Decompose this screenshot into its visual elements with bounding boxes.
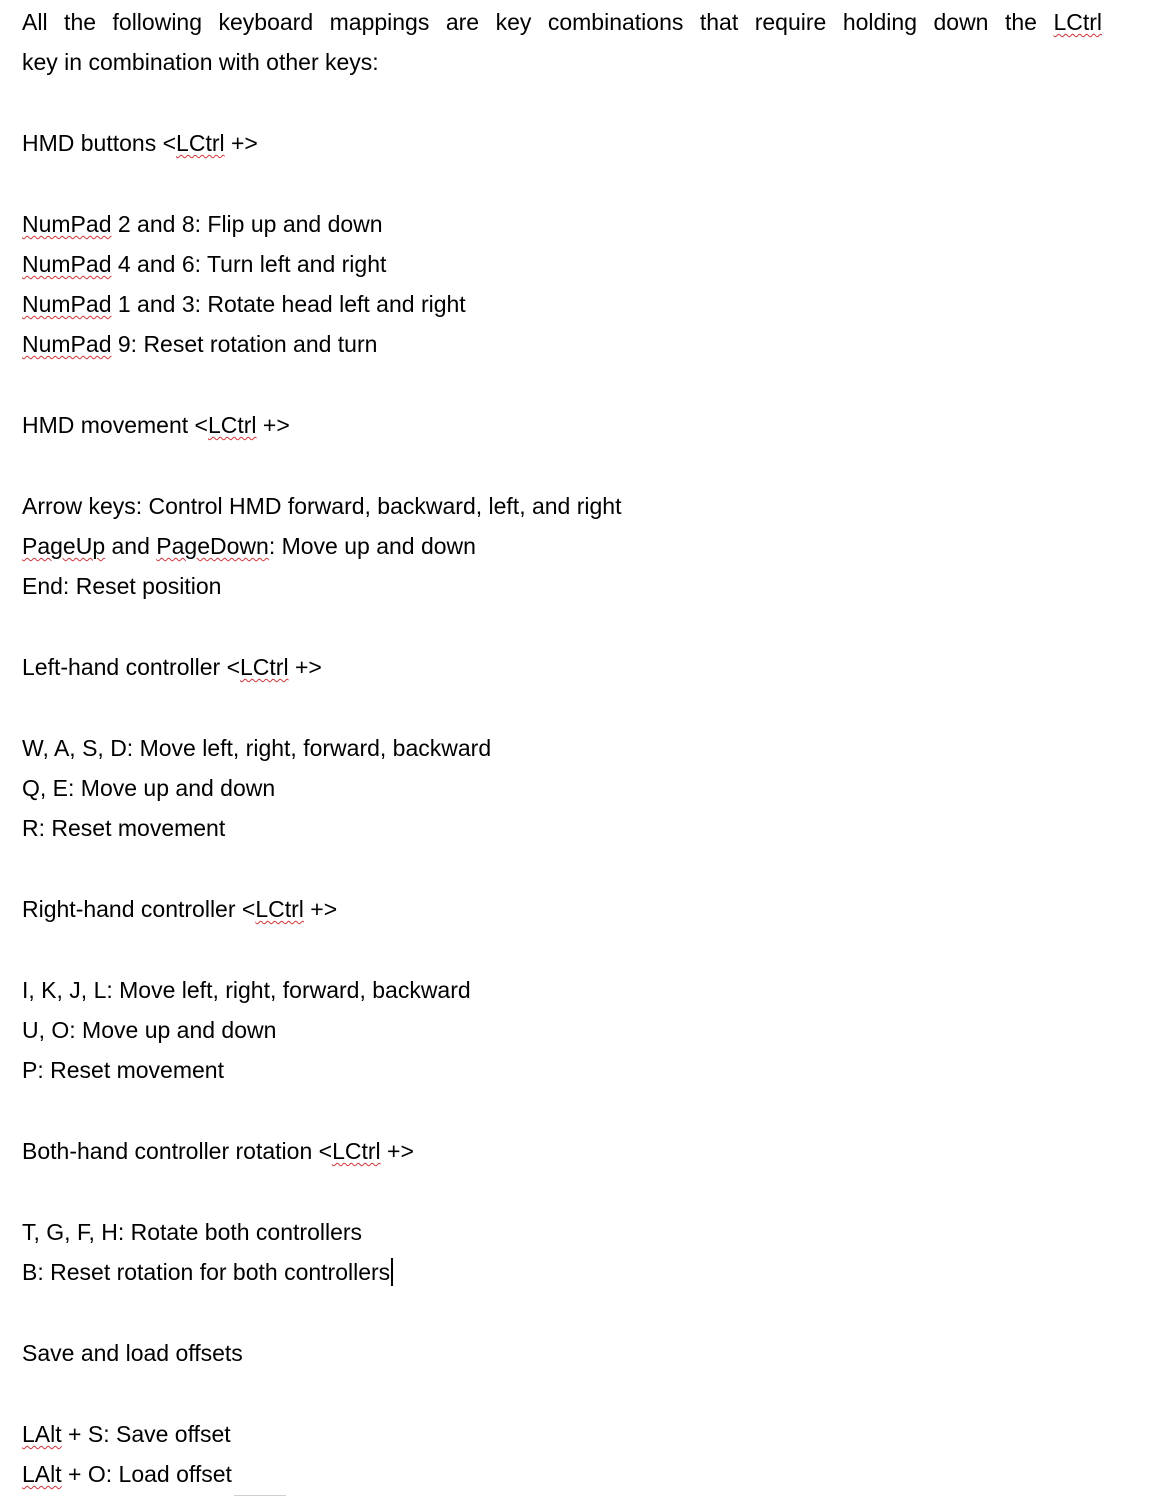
list-item: W, A, S, D: Move left, right, forward, backward xyxy=(22,735,492,761)
list-item: NumPad 2 and 8: Flip up and down xyxy=(22,211,383,237)
list-item: LAlt + O: Load offset xyxy=(22,1454,1102,1494)
lctrl-key-word: LCtrl xyxy=(207,412,257,438)
list-item: R: Reset movement xyxy=(22,815,226,841)
blank-line xyxy=(22,445,1102,486)
list-item: Arrow keys: Control HMD forward, backward, left, and right xyxy=(22,493,622,519)
list-item: PageUp and PageDown: Move up and down xyxy=(22,533,476,559)
blank-line xyxy=(22,163,1102,204)
intro-line-1 xyxy=(22,2,1102,42)
section-title-both-hand: Both-hand controller rotation <LCtrl +> xyxy=(22,1138,414,1164)
blank-line xyxy=(22,1292,1102,1333)
blank-line xyxy=(22,1090,1102,1131)
lctrl-key-word: LCtrl xyxy=(1053,9,1102,35)
section-title-right-hand: Right-hand controller <LCtrl +> xyxy=(22,896,338,922)
blank-line xyxy=(22,687,1102,728)
list-item: NumPad 1 and 3: Rotate head left and right xyxy=(22,291,466,317)
lctrl-key-word: LCtrl xyxy=(176,130,225,156)
blank-line xyxy=(22,364,1102,405)
blank-line xyxy=(22,929,1102,970)
list-item: I, K, J, L: Move left, right, forward, backward xyxy=(22,977,471,1003)
intro-line-2: key in combination with other keys: xyxy=(22,49,379,75)
blank-line xyxy=(22,82,1102,123)
lctrl-key-word: LCtrl xyxy=(240,654,289,680)
list-item: LAlt + S: Save offset xyxy=(22,1421,231,1447)
blank-line xyxy=(22,1171,1102,1212)
blank-line xyxy=(22,848,1102,889)
list-item: NumPad 4 and 6: Turn left and right xyxy=(22,251,387,277)
lctrl-key-word: LCtrl xyxy=(255,896,304,922)
section-title-left-hand: Left-hand controller <LCtrl +> xyxy=(22,654,322,680)
list-item: P: Reset movement xyxy=(22,1057,224,1083)
list-item: NumPad 9: Reset rotation and turn xyxy=(22,331,378,357)
list-item: Q, E: Move up and down xyxy=(22,775,276,801)
text-cursor xyxy=(391,1258,393,1286)
list-item: T, G, F, H: Rotate both controllers xyxy=(22,1219,363,1245)
section-title-offsets: Save and load offsets xyxy=(22,1340,243,1366)
list-item: B: Reset rotation for both controllers xyxy=(22,1252,1102,1292)
section-title-hmd-buttons: HMD buttons <LCtrl +> xyxy=(22,130,258,156)
blank-line xyxy=(22,606,1102,647)
list-item: U, O: Move up and down xyxy=(22,1017,277,1043)
blank-line xyxy=(22,1373,1102,1414)
document-body[interactable] xyxy=(22,2,1102,1494)
list-item: End: Reset position xyxy=(22,573,222,599)
intro-text: All the following keyboard mappings are key combinations that require holding down the xyxy=(22,9,1054,35)
lctrl-key-word: LCtrl xyxy=(332,1138,381,1164)
section-title-hmd-movement: HMD movement <LCtrl +> xyxy=(22,412,290,438)
